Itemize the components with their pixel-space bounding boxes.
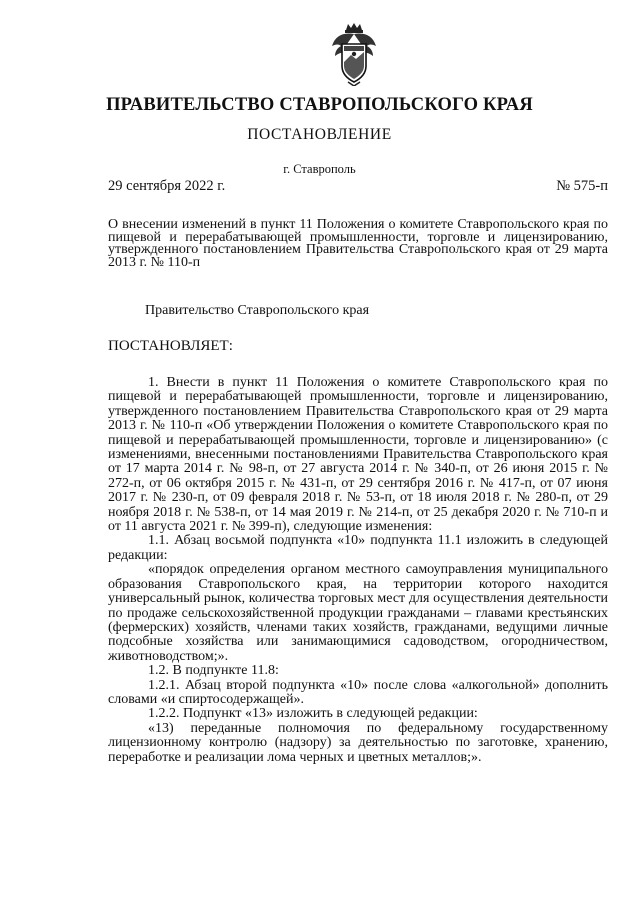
paragraph-1-2-1: 1.2.1. Абзац второй подпункта «10» после слова «алкогольной» дополнить словами «и спиртосодержащей».	[108, 677, 608, 707]
government-title: ПРАВИТЕЛЬСТВО СТАВРОПОЛЬСКОГО КРАЯ	[106, 95, 533, 115]
stavropol-coat-of-arms-icon	[329, 22, 379, 86]
document-body	[108, 376, 608, 765]
document-number: № 575-п	[556, 178, 608, 194]
quoted-text-2: «13) переданные полномочия по федеральному государственному лицензионному контролю (надзору) за деятельностью по заготовке, хранению, переработке и реализации лома черных и цветных металлов;».	[108, 720, 608, 765]
paragraph-1-1: 1.1. Абзац восьмой подпункта «10» подпункта 11.1 изложить в следующей редакции:	[108, 533, 608, 563]
issuer-line: Правительство Ставропольского края	[145, 303, 370, 318]
document-subject: О внесении изменений в пункт 11 Положения о комитете Ставропольского края по пищевой и перерабатывающей промышленности, торговле и лицензированию, утвержденного постановлением Правительства Ставропольского края от 29 марта 2013 г. № 110-п	[108, 217, 608, 270]
quoted-text-1: «порядок определения органом местного самоуправления муниципального образования Ставропольского края, на территории которого находится универсальный рынок, количества торговых мест для осуществления деятельности по продаже сельскохозяйственной продукции гражданами – главами крестьянских (фермерских) хозяйств, членами таких хозяйств, гражданами, ведущими личные подсобные хозяйства или занимающимися садоводством, огородничеством, животноводством;».	[108, 562, 608, 664]
paragraph-1-2: 1.2. В подпункте 11.8:	[148, 663, 279, 679]
paragraph-1-2-2: 1.2.2. Подпункт «13» изложить в следующей редакции:	[148, 706, 478, 722]
document-type: ПОСТАНОВЛЕНИЕ	[247, 126, 392, 143]
document-city: г. Ставрополь	[283, 162, 356, 176]
paragraph-1: 1. Внести в пункт 11 Положения о комитете Ставропольского края по пищевой и перерабатывающей промышленности, торговле и лицензированию, утвержденного постановлением Правительства Ставропольского края от 29 марта 2013 г. № 110-п «Об утверждении Положения о комитете Ставропольского края по пищевой и перерабатывающей промышленности, торговле и лицензированию» (с изменениями, внесенными постановлениями Правительства Ставропольского края от 17 марта 2014 г. № 98-п, от 27 августа 2014 г. № 340-п, от 26 июня 2015 г. № 272-п, от 06 октября 2015 г. № 431-п, от 29 сентября 2016 г. № 417-п, от 07 июня 2017 г. № 230-п, от 09 февраля 2018 г. № 53-п, от 18 июля 2018 г. № 280-п, от 29 ноября 2018 г. № 538-п, от 14 мая 2019 г. № 214-п, от 25 декабря 2020 г. № 710-п и от 11 августа 2021 г. № 399-п), следующие изменения:	[108, 375, 608, 535]
document-date: 29 сентября 2022 г.	[108, 178, 226, 194]
resolves-heading: ПОСТАНОВЛЯЕТ:	[108, 338, 233, 354]
